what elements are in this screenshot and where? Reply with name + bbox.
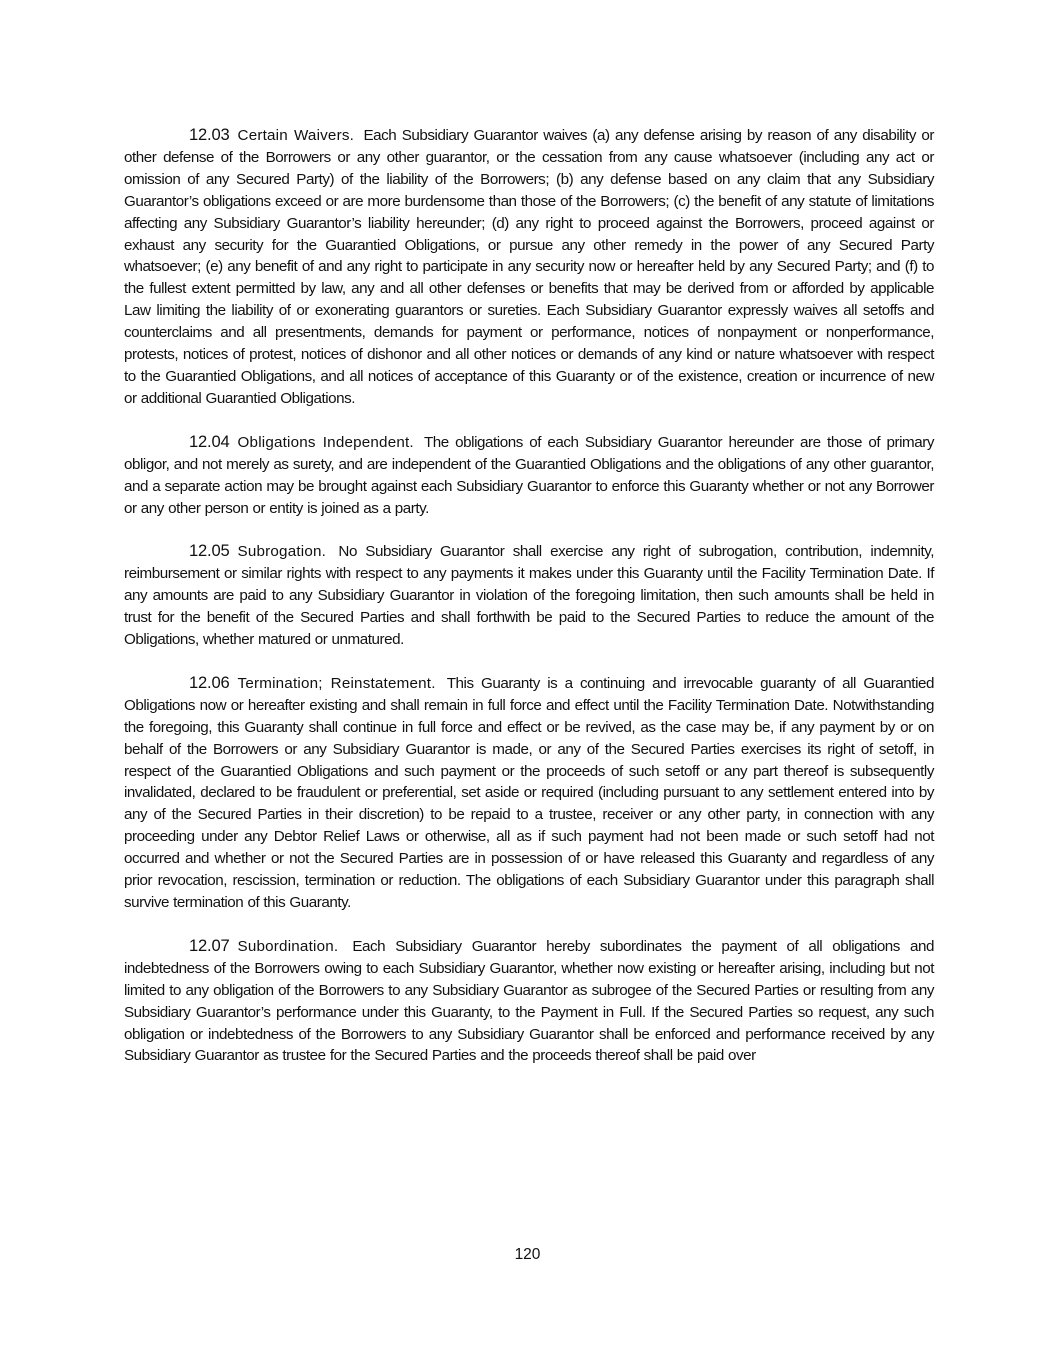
section-body: This Guaranty is a continuing and irrevocable guaranty of all Guarantied Obligations now or hereafter existing and shall remain in full force and effect until the Facility Termination Date. Notwithstanding the foregoing, this Guaranty shall continue in full force and effect or be revived, as the case may be, if any payment by or on behalf of the Borrowers or any Subsidiary Guarantor is made, or any of the Secured Parties exercises its right of setoff, in respect of the Guarantied Obligations and such payment or the proceeds of such setoff or any part thereof is subsequently invalidated, declared to be fraudulent or preferential, set aside or required (including pursuant to any settlement entered into by any of the Secured Parties in their discretion) to be repaid to a trustee, receiver or any other party, in connection with any proceeding under any Debtor Relief Laws or otherwise, all as if such payment had not been made or such setoff had not occurred and whether or not the Secured Parties are in possession of or have released this Guaranty and regardless of any prior revocation, rescission, termination or reduction. The obligations of each Subsidiary Guarantor under this paragraph shall survive termination of this Guaranty.: [124, 674, 934, 911]
section-heading: Termination; Reinstatement.: [237, 674, 436, 692]
section-body: The obligations of each Subsidiary Guarantor hereunder are those of primary obligor, and not merely as surety, and are independent of the Guarantied Obligations and the obligations of any other guarantor, and a separate action may be brought against each Subsidiary Guarantor to enforce this Guaranty whether or not any Borrower or any other person or entity is joined as a party.: [124, 433, 934, 517]
section-12-05: [124, 540, 934, 651]
section-number: 12.04: [189, 431, 230, 451]
section-body: Each Subsidiary Guarantor hereby subordinates the payment of all obligations and indebtedness of the Borrowers owing to each Subsidiary Guarantor, whether now existing or hereafter arising, including but not limited to any obligation of the Borrowers to any Subsidiary Guarantor as subrogee of the Secured Parties or resulting from any Subsidiary Guarantor’s performance under this Guaranty, to the Payment in Full. If the Secured Parties so request, any such obligation or indebtedness of the Borrowers to any Subsidiary Guarantor shall be enforced and performance received by any Subsidiary Guarantor as trustee for the Secured Parties and the proceeds thereof shall be paid over: [124, 937, 935, 1065]
section-number: 12.05: [189, 541, 230, 561]
section-body: No Subsidiary Guarantor shall exercise any right of subrogation, contribution, indemnity, reimbursement or similar rights with respect to any payments it makes under this Guaranty until the Facility Termination Date. If any amounts are paid to any Subsidiary Guarantor in violation of the foregoing limitation, then such amounts shall be held in trust for the benefit of the Secured Parties and shall forthwith be paid to the Secured Parties to reduce the amount of the Obligations, whether matured or unmatured.: [124, 543, 934, 649]
section-12-07: [124, 935, 934, 1067]
section-number: 12.03: [189, 125, 230, 144]
section-heading: Subrogation.: [237, 543, 327, 561]
page-number: 120: [514, 1246, 541, 1263]
section-number: 12.06: [189, 672, 230, 692]
section-number: 12.07: [189, 935, 230, 955]
section-12-04: [124, 431, 934, 520]
document-page: [124, 124, 934, 1088]
section-12-06: [124, 672, 934, 914]
section-heading: Obligations Independent.: [237, 433, 414, 451]
section-heading: Certain Waivers.: [237, 127, 355, 144]
section-heading: Subordination.: [237, 937, 339, 955]
section-body: Each Subsidiary Guarantor waives (a) any defense arising by reason of any disability or other defense of the Borrowers or any other guarantor, or the cessation from any cause whatsoever (including any act or omission of any Secured Party) of the liability of the Borrowers; (b) any defense based on any claim that any Subsidiary Guarantor’s obligations exceed or are more burdensome than those of the Borrowers; (c) the benefit of any statute of limitations affecting any Subsidiary Guarantor’s liability hereunder; (d) any right to proceed against the Borrowers, proceed against or exhaust any security for the Guarantied Obligations, or pursue any other remedy in the power of any Secured Party whatsoever; (e) any benefit of and any right to participate in any security now or hereafter held by any Secured Party; and (f) to the fullest extent permitted by law, any and all other defenses or benefits that may be derived from or afforded by applicable Law limiting the liability of or exonerating guarantors or sureties. Each Subsidiary Guarantor expressly waives all setoffs and counterclaims and all presentments, demands for payment or performance, notices of nonpayment or nonperformance, protests, notices of protest, notices of dishonor and all other notices or demands of any kind or nature whatsoever with respect to the Guarantied Obligations, and all notices of acceptance of this Guaranty or of the existence, creation or incurrence of new or additional Guarantied Obligations.: [124, 127, 935, 407]
section-12-03: [124, 124, 934, 410]
